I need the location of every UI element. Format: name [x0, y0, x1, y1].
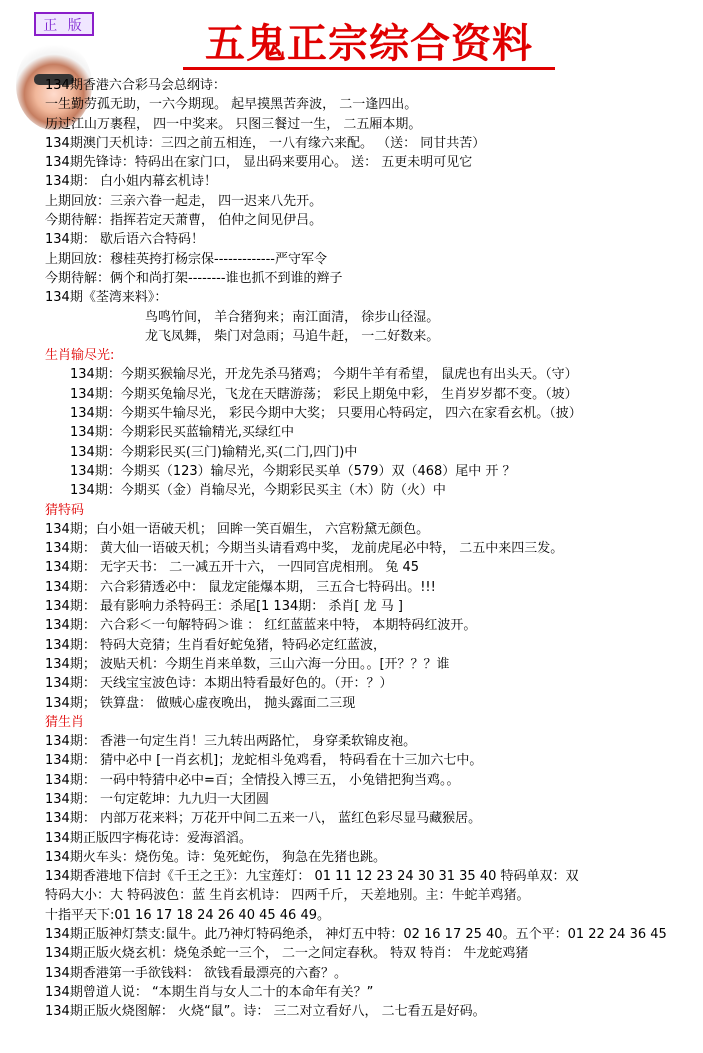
text-line: 134期： 无字天书： 二一减五开十六， 一四同宫虎相刑。 兔 45	[45, 560, 420, 576]
text-line: 134期澳门天机诗：三四之前五相连， 一八有缘六来配。 （送： 同甘共苦）	[45, 135, 486, 151]
text-line: 134期： 特码大竞猜；生肖看好蛇兔猪，特码必定红蓝波，	[45, 637, 386, 653]
text-line: 134期： 内部万花来料；万花开中间二五来一八， 蓝红色彩尽显马藏猴居。	[45, 811, 482, 827]
text-line: 今期待解：指挥若定天萧曹， 伯仲之间见伊吕。	[45, 213, 323, 229]
text-line: 134期： 猜中必中 [一肖玄机]；龙蛇相斗兔鸡看， 特码看在十三加六七中。	[45, 753, 483, 769]
text-line: 134期香港第一手欲钱料： 欲钱看最漂亮的六畜？。	[45, 965, 347, 981]
text-line: 十指平天下:01 16 17 18 24 26 40 45 46 49。	[45, 907, 330, 923]
text-line: 134期； 铁算盘： 做贼心虚夜晚出， 抛头露面二三现	[45, 695, 356, 711]
text-line: 134期： 六合彩猜透必中： 鼠龙定能爆本期， 三五合七特码出。!!!	[45, 579, 436, 595]
text-line: 上期回放：穆桂英挎打杨宗保-------------严守军令	[45, 251, 327, 267]
text-line: 134期：今期买兔输尽光，飞龙在天瞎游荡； 彩民上期兔中彩， 生肖岁岁都不变。（坡）	[70, 386, 578, 402]
article-body	[45, 76, 700, 1022]
edition-badge: 正 版	[34, 12, 94, 36]
text-line: 一生勤劳孤无助，一六今期现。 起早摸黑苦奔波， 二一逢四出。	[45, 97, 418, 113]
text-line: 134期：今期彩民买蓝输精光,买绿红中	[70, 425, 294, 441]
text-line: 134期： 最有影响力杀特码王：杀尾[1 134期： 杀肖[ 龙 马 ]	[45, 599, 403, 615]
text-line: 上期回放：三亲六眷一起走， 四一迟来八先开。	[45, 193, 323, 209]
text-line: 134期先锋诗：特码出在家门口， 显出码来要用心。 送： 五更未明可见它	[45, 155, 473, 171]
text-line: 134期： 白小姐内幕玄机诗！	[45, 174, 217, 190]
text-line: 134期《荃湾来料》：	[45, 290, 168, 306]
text-line: 134期： 一句定乾坤：九九归一大团圆	[45, 791, 269, 807]
text-line: 龙飞凤舞， 柴门对急雨；马追牛赶， 一二好数来。	[145, 328, 440, 344]
text-line: 134期正版火烧图解： 火烧“鼠”。诗： 三二对立看好八， 二七看五是好码。	[45, 1004, 486, 1020]
text-line: 134期： 黄大仙一语破天机；今期当头请看鸡中奖， 龙前虎尾必中特， 二五中来四三发。	[45, 541, 564, 557]
text-line: 134期：今期买（123）输尽光，今期彩民买单（579）双（468）尾中 开 ？	[70, 463, 516, 479]
text-line: 今期待解：俩个和尚打架--------谁也抓不到谁的辫子	[45, 270, 343, 286]
section-heading: 猜特码	[45, 502, 85, 518]
text-line: 历过江山万裹程， 四一中奖来。 只图三餐过一生， 二五厢本期。	[45, 116, 422, 132]
section-heading: 生肖输尽光:	[45, 348, 115, 364]
text-line: 134期：今期买猴输尽光，开龙先杀马猪鸡； 今期牛羊有希望， 鼠虎也有出头天。（守）	[70, 367, 578, 383]
text-line: 134期： 香港一句定生肖！三九转出两路忙， 身穿柔软锦皮袍。	[45, 734, 417, 750]
text-line: 134期正版神灯禁支:鼠牛。此乃神灯特码绝杀， 神灯五中特：02 16 17 25 40。五个平：01 22 24 36 45	[45, 927, 667, 943]
text-line: 134期： 六合彩＜一句解特码＞谁 ： 红红蓝蓝来中特， 本期特码红波开。	[45, 618, 477, 634]
text-line: 134期火车头：烧伤兔。诗：兔死蛇伤， 狗急在先猪也跳。	[45, 849, 386, 865]
text-line: 134期香港六合彩马会总纲诗：	[45, 78, 226, 93]
text-line: 134期：今期买（金）肖输尽光，今期彩民买主（木）防（火）中	[70, 483, 446, 499]
text-line: 134期： 天线宝宝波色诗：本期出特看最好色的。（开：？）	[45, 676, 393, 692]
text-line: 134期：今期彩民买(三门)输精光,买(二门,四门)中	[70, 444, 358, 460]
text-line: 134期；白小姐一语破天机； 回眸一笑百媚生， 六宫粉黛无颜色。	[45, 521, 430, 537]
text-line: 特码大小：大 特码波色：蓝 生肖玄机诗： 四两千斤， 天差地别。主：牛蛇羊鸡猪。	[45, 888, 530, 904]
text-line: 134期正版火烧玄机：烧兔杀蛇一三个， 二一之间定春秋。 特双 特肖： 牛龙蛇鸡猪	[45, 946, 529, 962]
text-line: 鸟鸣竹间， 羊合猪狗来；南江面清， 徐步山径湿。	[145, 309, 440, 325]
text-line: 134期曾道人说： “本期生肖与女人二十的本命年有关？”	[45, 984, 374, 1000]
page-title: 五鬼正宗综合资料	[183, 18, 555, 70]
text-line: 134期：今期买牛输尽光， 彩民今期中大奖； 只要用心特码定， 四六在家看玄机。（披）	[70, 406, 582, 422]
text-line: 134期； 波贴天机：今期生肖来单数，三山六海一分田。。[开？？？谁	[45, 656, 450, 672]
text-line: 134期正版四字梅花诗：爱海滔滔。	[45, 830, 252, 846]
text-line: 134期： 一码中特猜中必中=百；全情投入博三五， 小兔错把狗当鸡。。	[45, 772, 460, 788]
section-heading: 猜生肖	[45, 714, 85, 730]
text-line: 134期： 歇后语六合特码！	[45, 232, 204, 248]
text-line: 134期香港地下信封《千王之王》：九宝莲灯： 01 11 12 23 24 30 31 35 40 特码单双：双	[45, 869, 579, 885]
